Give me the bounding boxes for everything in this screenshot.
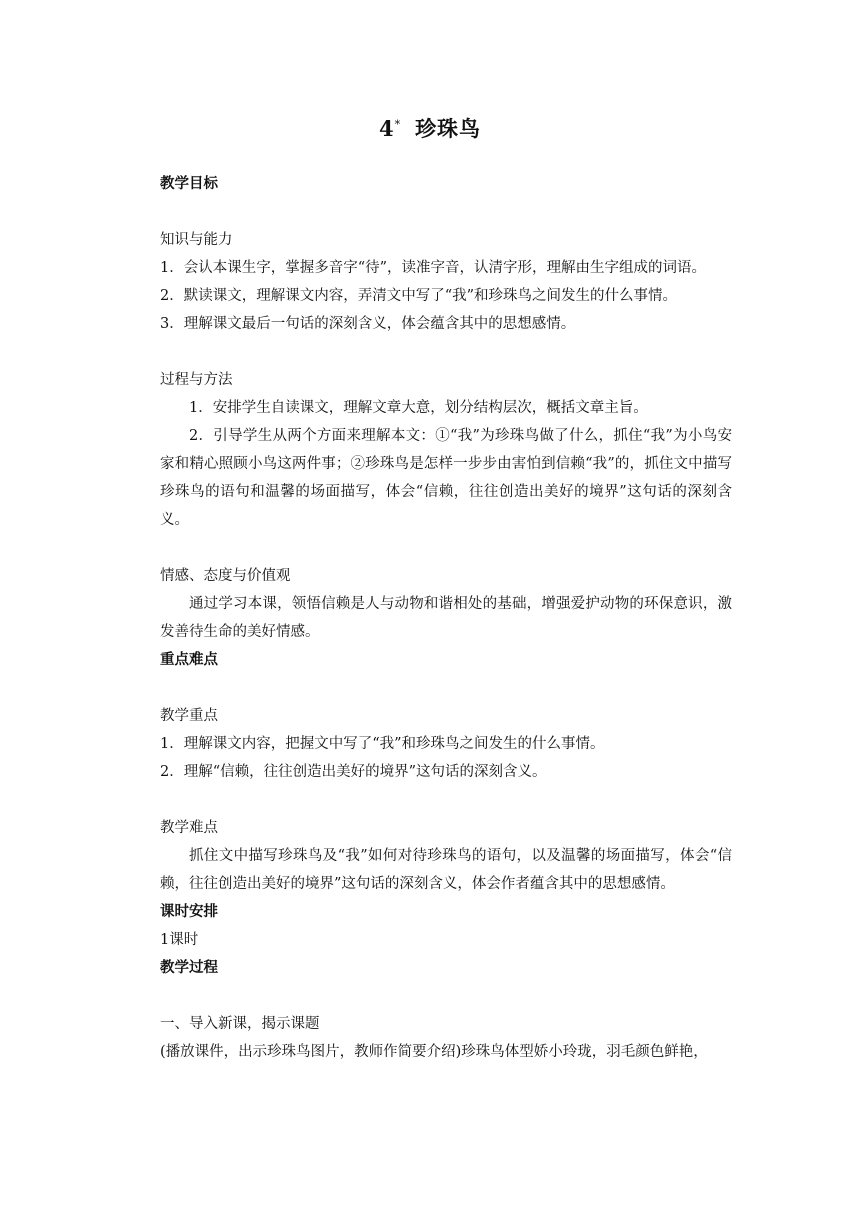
knowledge-item-1: 1．会认本课生字，掌握多音字“待”，读准字音，认清字形，理解由生字组成的词语。: [160, 260, 707, 276]
subheading-emotion: 情感、态度与价值观: [160, 568, 291, 584]
step1-heading: 一、导入新课，揭示课题: [160, 1016, 320, 1032]
focus-item-1: 1．理解课文内容，把握文中写了“我”和珍珠鸟之间发生的什么事情。: [160, 736, 605, 752]
subheading-process: 过程与方法: [160, 372, 233, 388]
subheading-knowledge: 知识与能力: [160, 232, 233, 248]
knowledge-item-2: 2．默读课文，理解课文内容，弄清文中写了“我”和珍珠鸟之间发生的什么事情。: [160, 288, 678, 304]
schedule-text: 1课时: [160, 932, 199, 948]
emotion-text: 通过学习本课，领悟信赖是人与动物和谐相处的基础，增强爱护动物的环保意识，激发善待生命的美好情感。: [160, 596, 732, 640]
heading-schedule: 课时安排: [160, 903, 218, 920]
lesson-mark: *: [394, 118, 402, 131]
subheading-difficulty: 教学难点: [160, 820, 218, 836]
step1-text: (播放课件，出示珍珠鸟图片，教师作简要介绍)珍珠鸟体型娇小玲珑，羽毛颜色鲜艳，: [160, 1044, 708, 1060]
heading-keypoints: 重点难点: [160, 651, 218, 668]
focus-item-2: 2．理解“信赖，往往创造出美好的境界”这句话的深刻含义。: [160, 764, 547, 780]
lesson-title: [0, 113, 860, 143]
difficulty-text: 抓住文中描写珍珠鸟及“我”如何对待珍珠鸟的语句，以及温馨的场面描写，体会“信赖，往往创造出美好的境界”这句话的深刻含义，体会作者蕴含其中的思想感情。: [160, 848, 732, 892]
document-body: [160, 170, 732, 1066]
subheading-focus: 教学重点: [160, 708, 218, 724]
knowledge-item-3: 3．理解课文最后一句话的深刻含义，体会蕴含其中的思想感情。: [160, 316, 576, 332]
process-item-1: 1．安排学生自读课文，理解文章大意，划分结构层次，概括文章主旨。: [189, 400, 648, 416]
lesson-name: 珍珠鸟: [415, 116, 482, 141]
process-item-2: 2．引导学生从两个方面来理解本文：①“我”为珍珠鸟做了什么，抓住“我”为小鸟安家和精心照顾小鸟这两件事；②珍珠鸟是怎样一步步由害怕到信赖“我”的，抓住文中描写珍珠鸟的语句和温馨的场面描写，体会“信赖，往往创造出美好的境界”这句话的深刻含义。: [160, 428, 732, 528]
heading-goals: 教学目标: [160, 175, 218, 192]
heading-process: 教学过程: [160, 959, 218, 976]
lesson-number: 4: [378, 116, 395, 141]
